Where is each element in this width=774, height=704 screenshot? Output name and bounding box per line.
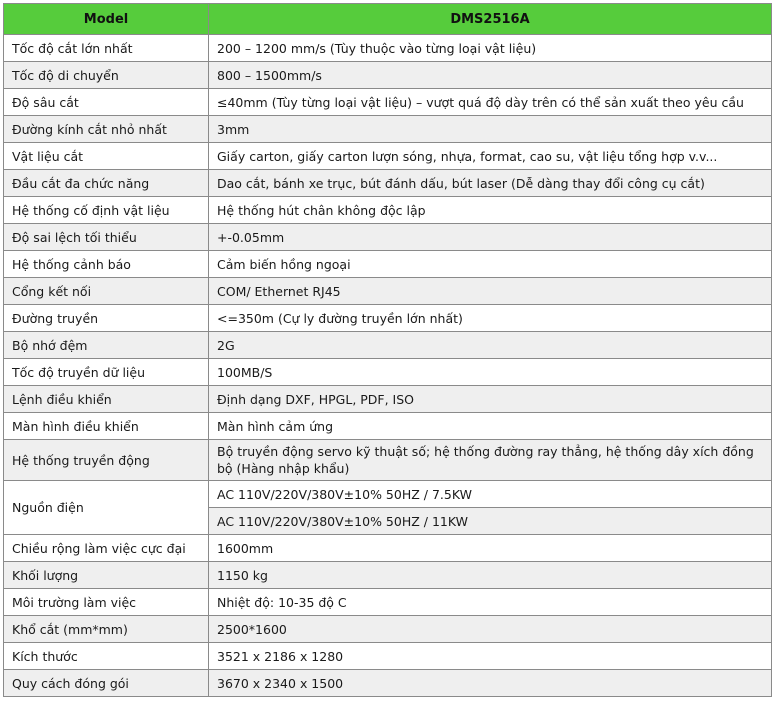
- row-label: Đường kính cắt nhỏ nhất: [4, 116, 209, 143]
- row-value: 200 – 1200 mm/s (Tùy thuộc vào từng loại vật liệu): [209, 35, 772, 62]
- table-row: [4, 170, 772, 197]
- row-value: AC 110V/220V/380V±10% 50HZ / 7.5KW: [209, 481, 772, 508]
- row-value: 1150 kg: [209, 562, 772, 589]
- table-row: [4, 224, 772, 251]
- row-value: <=350m (Cự ly đường truyền lớn nhất): [209, 305, 772, 332]
- row-label: Vật liệu cắt: [4, 143, 209, 170]
- table-row: [4, 197, 772, 224]
- row-value: 2G: [209, 332, 772, 359]
- header-row: [4, 4, 772, 35]
- row-value: Dao cắt, bánh xe trục, bút đánh dấu, bút laser (Dễ dàng thay đổi công cụ cắt): [209, 170, 772, 197]
- table-row: [4, 116, 772, 143]
- row-label: Môi trường làm việc: [4, 589, 209, 616]
- row-value: +-0.05mm: [209, 224, 772, 251]
- table-row: [4, 143, 772, 170]
- row-label: Đường truyền: [4, 305, 209, 332]
- row-label: Màn hình điều khiển: [4, 413, 209, 440]
- row-label: Đầu cắt đa chức năng: [4, 170, 209, 197]
- row-value: 100MB/S: [209, 359, 772, 386]
- row-label: Chiều rộng làm việc cực đại: [4, 535, 209, 562]
- header-model-name: DMS2516A: [209, 4, 772, 35]
- table-row: [4, 670, 772, 697]
- row-value: 800 – 1500mm/s: [209, 62, 772, 89]
- table-row: [4, 35, 772, 62]
- row-label: Khối lượng: [4, 562, 209, 589]
- row-label: Hệ thống cảnh báo: [4, 251, 209, 278]
- table-row: [4, 413, 772, 440]
- table-row: [4, 589, 772, 616]
- row-label: Độ sai lệch tối thiểu: [4, 224, 209, 251]
- row-value: Bộ truyền động servo kỹ thuật số; hệ thống đường ray thẳng, hệ thống dây xích đồng bộ (Hàng nhập khẩu): [209, 440, 772, 481]
- table-row: [4, 616, 772, 643]
- row-value: COM/ Ethernet RJ45: [209, 278, 772, 305]
- table-row: [4, 481, 772, 508]
- spec-table: [3, 3, 772, 697]
- table-row: [4, 305, 772, 332]
- row-value: 2500*1600: [209, 616, 772, 643]
- row-label: Bộ nhớ đệm: [4, 332, 209, 359]
- table-row: [4, 278, 772, 305]
- table-row: [4, 89, 772, 116]
- row-label: Tốc độ cắt lớn nhất: [4, 35, 209, 62]
- row-label: Hệ thống cố định vật liệu: [4, 197, 209, 224]
- row-label: Kích thước: [4, 643, 209, 670]
- row-label: Hệ thống truyền động: [4, 440, 209, 481]
- table-row: [4, 643, 772, 670]
- row-value: Màn hình cảm ứng: [209, 413, 772, 440]
- table-row: [4, 562, 772, 589]
- row-value: Hệ thống hút chân không độc lập: [209, 197, 772, 224]
- table-row: [4, 251, 772, 278]
- row-value: 3670 x 2340 x 1500: [209, 670, 772, 697]
- row-label: Độ sâu cắt: [4, 89, 209, 116]
- row-label: Tốc độ di chuyển: [4, 62, 209, 89]
- header-model: Model: [4, 4, 209, 35]
- row-value-alt: AC 110V/220V/380V±10% 50HZ / 11KW: [209, 508, 772, 535]
- row-value: Giấy carton, giấy carton lượn sóng, nhựa, format, cao su, vật liệu tổng hợp v.v...: [209, 143, 772, 170]
- row-label: Khổ cắt (mm*mm): [4, 616, 209, 643]
- table-row: [4, 440, 772, 481]
- table-row: [4, 332, 772, 359]
- row-value: ≤40mm (Tùy từng loại vật liệu) – vượt quá độ dày trên có thể sản xuất theo yêu cầu: [209, 89, 772, 116]
- table-row: [4, 386, 772, 413]
- row-label: Lệnh điều khiển: [4, 386, 209, 413]
- spec-body: [4, 35, 772, 697]
- row-value: 1600mm: [209, 535, 772, 562]
- table-row: [4, 359, 772, 386]
- table-row: [4, 535, 772, 562]
- row-label: Tốc độ truyền dữ liệu: [4, 359, 209, 386]
- row-value: Nhiệt độ: 10-35 độ C: [209, 589, 772, 616]
- row-label: Quy cách đóng gói: [4, 670, 209, 697]
- row-value: Định dạng DXF, HPGL, PDF, ISO: [209, 386, 772, 413]
- table-row: [4, 62, 772, 89]
- row-value: Cảm biến hồng ngoại: [209, 251, 772, 278]
- row-value: 3521 x 2186 x 1280: [209, 643, 772, 670]
- row-label: Nguồn điện: [4, 481, 209, 535]
- row-value: 3mm: [209, 116, 772, 143]
- row-label: Cổng kết nối: [4, 278, 209, 305]
